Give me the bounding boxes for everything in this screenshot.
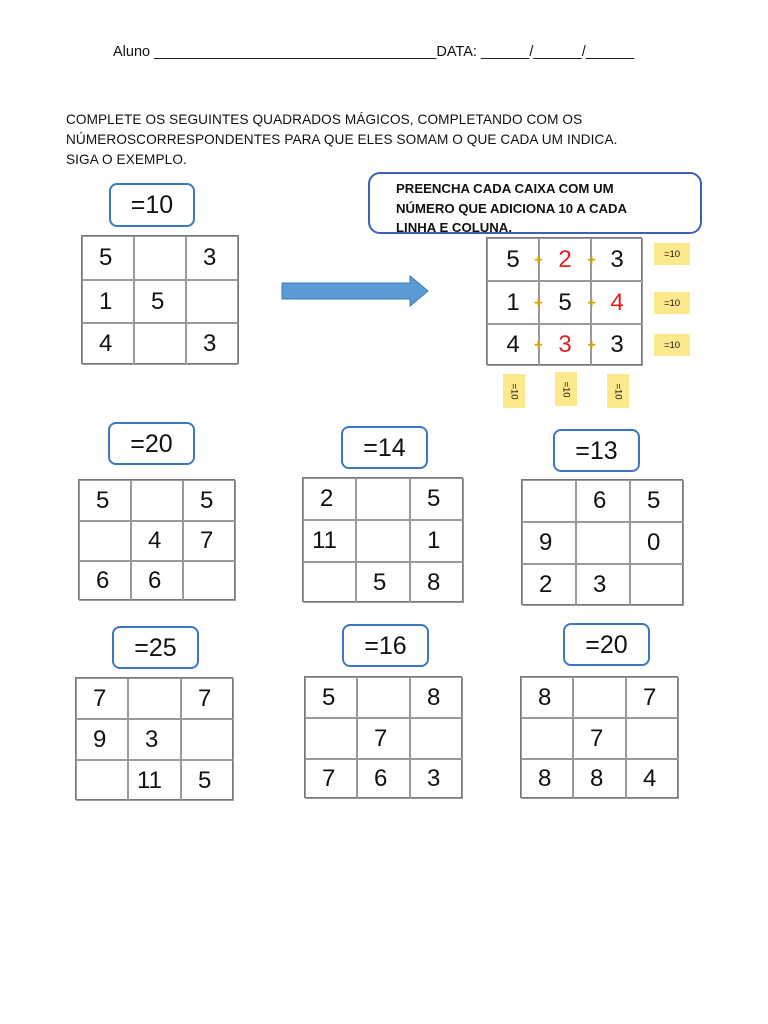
puzzle-cell[interactable]	[128, 678, 181, 719]
puzzle-cell[interactable]: 3	[410, 759, 463, 799]
puzzle-cell[interactable]: 5	[79, 480, 131, 521]
puzzle-cell[interactable]: 6	[357, 759, 410, 799]
solved-example-grid	[486, 237, 642, 365]
puzzle-cell[interactable]	[79, 521, 131, 561]
puzzle-cell[interactable]: 7	[626, 677, 679, 718]
puzzle-target-box: =20	[563, 623, 650, 666]
row-sum-tag: =10	[654, 243, 690, 265]
puzzle-cell[interactable]: 0	[630, 522, 684, 564]
puzzle-cell[interactable]: 4	[626, 759, 679, 799]
puzzle-cell[interactable]	[521, 718, 573, 759]
puzzle-cell[interactable]	[181, 719, 234, 760]
instructions-line-3: SIGA O EXEMPLO.	[66, 152, 187, 167]
puzzle-cell[interactable]: 8	[410, 677, 463, 718]
plus-icon: +	[587, 294, 596, 311]
example-cell[interactable]: 1	[82, 280, 134, 323]
puzzle-cell[interactable]: 8	[521, 759, 573, 799]
puzzle-cell[interactable]: 5	[183, 480, 236, 521]
solved-cell: + 3 +	[539, 324, 591, 366]
row-sum-tag: =10	[654, 334, 690, 356]
puzzle-cell[interactable]	[357, 677, 410, 718]
plus-icon: +	[534, 336, 543, 354]
puzzle-cell[interactable]: 8	[410, 562, 464, 603]
puzzle-cell[interactable]: 5	[181, 760, 234, 801]
puzzle-target-box: =14	[341, 426, 428, 469]
instructions-line-1: COMPLETE OS SEGUINTES QUADRADOS MÁGICOS, COMPLETANDO COM OS	[66, 112, 583, 127]
example-cell[interactable]	[134, 323, 186, 365]
puzzle-cell[interactable]	[356, 520, 410, 562]
puzzle-cell[interactable]: 5	[305, 677, 357, 718]
puzzle-cell[interactable]: 11	[128, 760, 181, 801]
solved-cell: 4	[591, 281, 643, 324]
puzzle-cell[interactable]: 2	[522, 564, 576, 606]
puzzle-grid	[75, 677, 233, 800]
puzzle-cell[interactable]: 8	[521, 677, 573, 718]
solved-cell: 3	[591, 324, 643, 366]
puzzle-cell[interactable]: 3	[576, 564, 630, 606]
example-grid	[81, 235, 239, 364]
puzzle-grid	[302, 477, 463, 602]
puzzle-target-box: =16	[342, 624, 429, 667]
instructions-line-2: NÚMEROSCORRESPONDENTES PARA QUE ELES SOMAM O QUE CADA UM INDICA.	[66, 132, 618, 147]
puzzle-target-box: =13	[553, 429, 640, 472]
example-cell[interactable]	[134, 236, 186, 280]
puzzle-cell[interactable]: 5	[410, 478, 464, 520]
puzzle-cell[interactable]: 2	[303, 478, 356, 520]
callout-line-1: PREENCHA CADA CAIXA COM UM	[396, 181, 614, 196]
puzzle-cell[interactable]: 11	[303, 520, 356, 562]
puzzle-cell[interactable]: 5	[356, 562, 410, 603]
puzzle-cell[interactable]	[131, 480, 183, 521]
example-callout	[368, 172, 702, 234]
solved-cell: 5	[487, 238, 539, 281]
example-cell[interactable]: 5	[82, 236, 134, 280]
example-cell[interactable]: 3	[186, 236, 238, 280]
callout-line-3: LINHA E COLUNA.	[396, 220, 512, 235]
puzzle-cell[interactable]	[522, 480, 576, 522]
callout-line-2: NÚMERO QUE ADICIONA 10 A CADA	[396, 200, 628, 216]
puzzle-cell[interactable]	[630, 564, 684, 606]
example-cell[interactable]: 4	[82, 323, 134, 365]
puzzle-cell[interactable]: 4	[131, 521, 183, 561]
solved-cell: + 5 +	[539, 281, 591, 324]
solved-cell: + 2 +	[539, 238, 591, 281]
puzzle-grid	[304, 676, 462, 798]
puzzle-cell[interactable]: 7	[305, 759, 357, 799]
row-sum-tag: =10	[654, 292, 690, 314]
example-cell[interactable]: 3	[186, 323, 238, 365]
puzzle-cell[interactable]	[626, 718, 679, 759]
solved-cell: 4	[487, 324, 539, 366]
student-name-date-line: Aluno ___________________________________DATA: ______/______/______	[113, 44, 635, 60]
puzzle-cell[interactable]: 7	[183, 521, 236, 561]
puzzle-grid	[520, 676, 678, 798]
column-sum-tag: =10	[607, 374, 629, 408]
puzzle-cell[interactable]	[356, 478, 410, 520]
puzzle-cell[interactable]	[303, 562, 356, 603]
puzzle-cell[interactable]: 5	[630, 480, 684, 522]
puzzle-cell[interactable]	[183, 561, 236, 601]
column-sum-tag: =10	[555, 372, 577, 406]
plus-icon: +	[534, 294, 543, 311]
example-target-box: =10	[109, 183, 195, 227]
puzzle-cell[interactable]: 6	[576, 480, 630, 522]
puzzle-target-box: =20	[108, 422, 195, 465]
column-sum-tag: =10	[503, 374, 525, 408]
puzzle-cell[interactable]	[410, 718, 463, 759]
puzzle-cell[interactable]: 6	[79, 561, 131, 601]
example-cell[interactable]: 5	[134, 280, 186, 323]
instructions	[66, 110, 716, 170]
plus-icon: +	[534, 251, 543, 268]
puzzle-cell[interactable]: 7	[76, 678, 128, 719]
puzzle-cell[interactable]: 7	[573, 718, 626, 759]
example-cell[interactable]	[186, 280, 238, 323]
puzzle-cell[interactable]: 8	[573, 759, 626, 799]
puzzle-cell[interactable]: 9	[76, 719, 128, 760]
plus-icon: +	[587, 336, 596, 354]
plus-icon: +	[587, 251, 596, 268]
puzzle-target-box: =25	[112, 626, 199, 669]
puzzle-cell[interactable]	[305, 718, 357, 759]
puzzle-cell[interactable]: 1	[410, 520, 464, 562]
right-arrow-icon	[280, 274, 430, 308]
puzzle-cell[interactable]	[576, 522, 630, 564]
solved-cell: 1	[487, 281, 539, 324]
puzzle-grid	[78, 479, 235, 600]
puzzle-cell[interactable]	[573, 677, 626, 718]
puzzle-cell[interactable]: 7	[181, 678, 234, 719]
puzzle-cell[interactable]: 9	[522, 522, 576, 564]
puzzle-cell[interactable]: 3	[128, 719, 181, 760]
puzzle-cell[interactable]: 6	[131, 561, 183, 601]
puzzle-cell[interactable]	[76, 760, 128, 801]
solved-cell: 3	[591, 238, 643, 281]
puzzle-cell[interactable]: 7	[357, 718, 410, 759]
puzzle-grid	[521, 479, 683, 605]
